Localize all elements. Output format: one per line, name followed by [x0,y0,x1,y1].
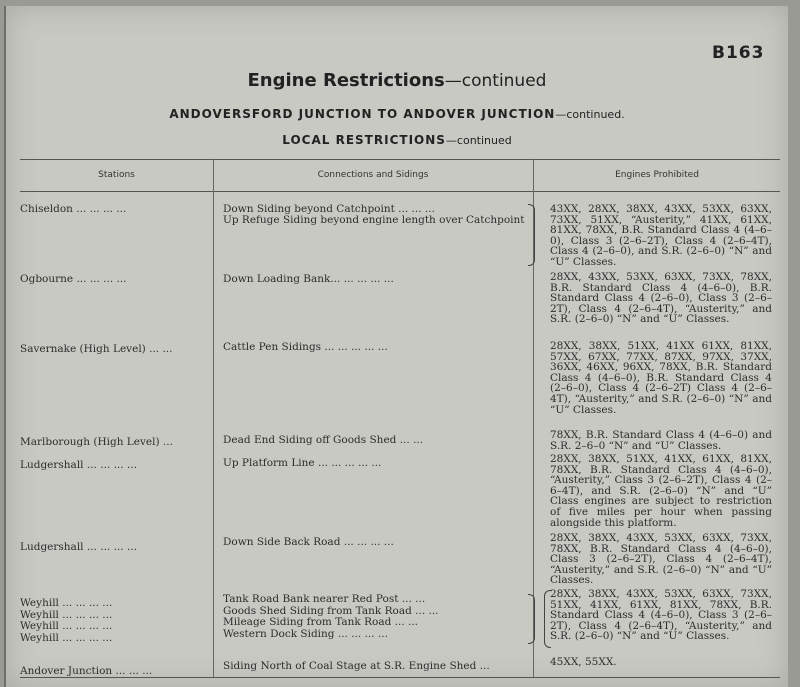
row-connections: Cattle Pen Sidings ... ... ... ... ... [223,341,388,353]
subsection-title [6,133,788,147]
row-station: Savernake (High Level) ... ... [20,343,173,355]
header-connections: Connections and Sidings [317,170,429,180]
section-cont: —continued. [555,108,625,121]
row-engines: 43XX, 28XX, 38XX, 43XX, 53XX, 63XX, 73XX, 51XX, “Austerity,” 41XX, 61XX, 81XX, 78XX, B.R. Standard Class 4 (4–6–0), Class 3 (2–6–2T), Class 4 (2–6–4T), Class 4 (2–6–0), and S.R. (2–6–0) “N” and “U” Classes. [550,203,772,268]
row-engines: 78XX, B.R. Standard Class 4 (4–6–0) and S.R. 2–6–0 “N” and “U” Classes. [550,429,772,452]
table-header-rule [20,191,780,192]
brace-weyhill-right [528,594,535,644]
row-station: Weyhill ... ... ... ... Weyhill ... ... ... ... Weyhill ... ... ... ... Weyhill ... ... ... ... [20,597,113,644]
title-bold: Engine Restrictions [247,70,445,91]
row-connections: Down Loading Bank... ... ... ... ... [223,273,394,285]
subsection-bold: LOCAL RESTRICTIONS [282,133,446,147]
row-engines: 28XX, 43XX, 53XX, 63XX, 73XX, 78XX, B.R. Standard Class 4 (4–6–0), B.R. Standard Class 4 (2–6–0), Class 3 (2–6–2T), Class 4 (2–6–4T), “Austerity,” and S.R. (2–6–0) “N” and “U” Classes. [550,271,772,326]
table-bottom-rule [20,677,780,678]
page-number: B163 [712,43,765,63]
column-divider-1 [213,159,214,677]
table-top-rule [20,159,780,160]
row-station: Andover Junction ... ... ... [20,665,153,677]
row-engines: 28XX, 38XX, 43XX, 53XX, 63XX, 73XX, 51XX, 41XX, 61XX, 81XX, 78XX, B.R. Standard Class 4 (4–6–0), Class 3 (2–6–2T), Class 4 (2–6–4T), “Austerity,” and S.R. (2–6–0) “N” and “U” Classes. [550,588,772,643]
row-connections: Up Platform Line ... ... ... ... ... [223,457,382,469]
section-bold: ANDOVERSFORD JUNCTION TO ANDOVER JUNCTION [169,107,556,121]
page-sheet [4,6,788,687]
row-connections: Down Side Back Road ... ... ... ... [223,536,394,548]
header-engines: Engines Prohibited [615,170,699,180]
row-station: Marlborough (High Level) ... [20,436,173,448]
row-station: Ludgershall ... ... ... ... [20,541,137,553]
title-cont: —continued [444,71,547,91]
row-station: Chiseldon ... ... ... ... [20,203,127,215]
subsection-cont: —continued [445,134,512,147]
row-connections: Down Siding beyond Catchpoint ... ... ... Up Refuge Siding beyond engine length over Catchpoint [223,203,525,226]
row-connections: Siding North of Coal Stage at S.R. Engine Shed ... [223,660,490,672]
row-engines: 28XX, 38XX, 43XX, 53XX, 63XX, 73XX, 78XX, B.R. Standard Class 4 (4–6–0), Class 3 (2–6–2T), Class 4 (2–6–4T), “Austerity,” and S.R. (2–6–0) “N” and “U” Classes. [550,532,772,587]
header-stations: Stations [98,170,135,180]
row-station: Ogbourne ... ... ... ... [20,273,127,285]
brace-chiseldon [528,204,535,266]
row-engines: 45XX, 55XX. [550,656,617,668]
row-connections: Dead End Siding off Goods Shed ... ... [223,434,424,446]
page-title [6,70,788,91]
row-station: Ludgershall ... ... ... ... [20,459,137,471]
row-engines: 28XX, 38XX, 51XX, 41XX, 61XX, 81XX, 78XX, B.R. Standard Class 4 (4–6–0), “Austerity,” Class 3 (2–6–2T), Class 4 (2–6–4T), and S.R. (2–6–0) “N” and “U” Class engines are subject to restriction of five miles per hour when passing alongside this platform. [550,453,772,529]
section-title [6,107,788,121]
row-connections: Tank Road Bank nearer Red Post ... ... Goods Shed Siding from Tank Road ... ... Mileage Siding from Tank Road ... ... Western Dock Siding ... ... ... ... [223,593,439,640]
row-engines: 28XX, 38XX, 51XX, 41XX 61XX, 81XX, 57XX, 67XX, 77XX, 87XX, 97XX, 37XX, 36XX, 46XX, 96XX, 78XX, B.R. Standard Class 4 (4–6–0), B.R. Standard Class 4 (2–6–0), Class 4 (2–6–2T) Class 4 (2–6–4T), “Austerity,” and S.R. (2–6–0) “N” and “U” Classes. [550,340,772,416]
